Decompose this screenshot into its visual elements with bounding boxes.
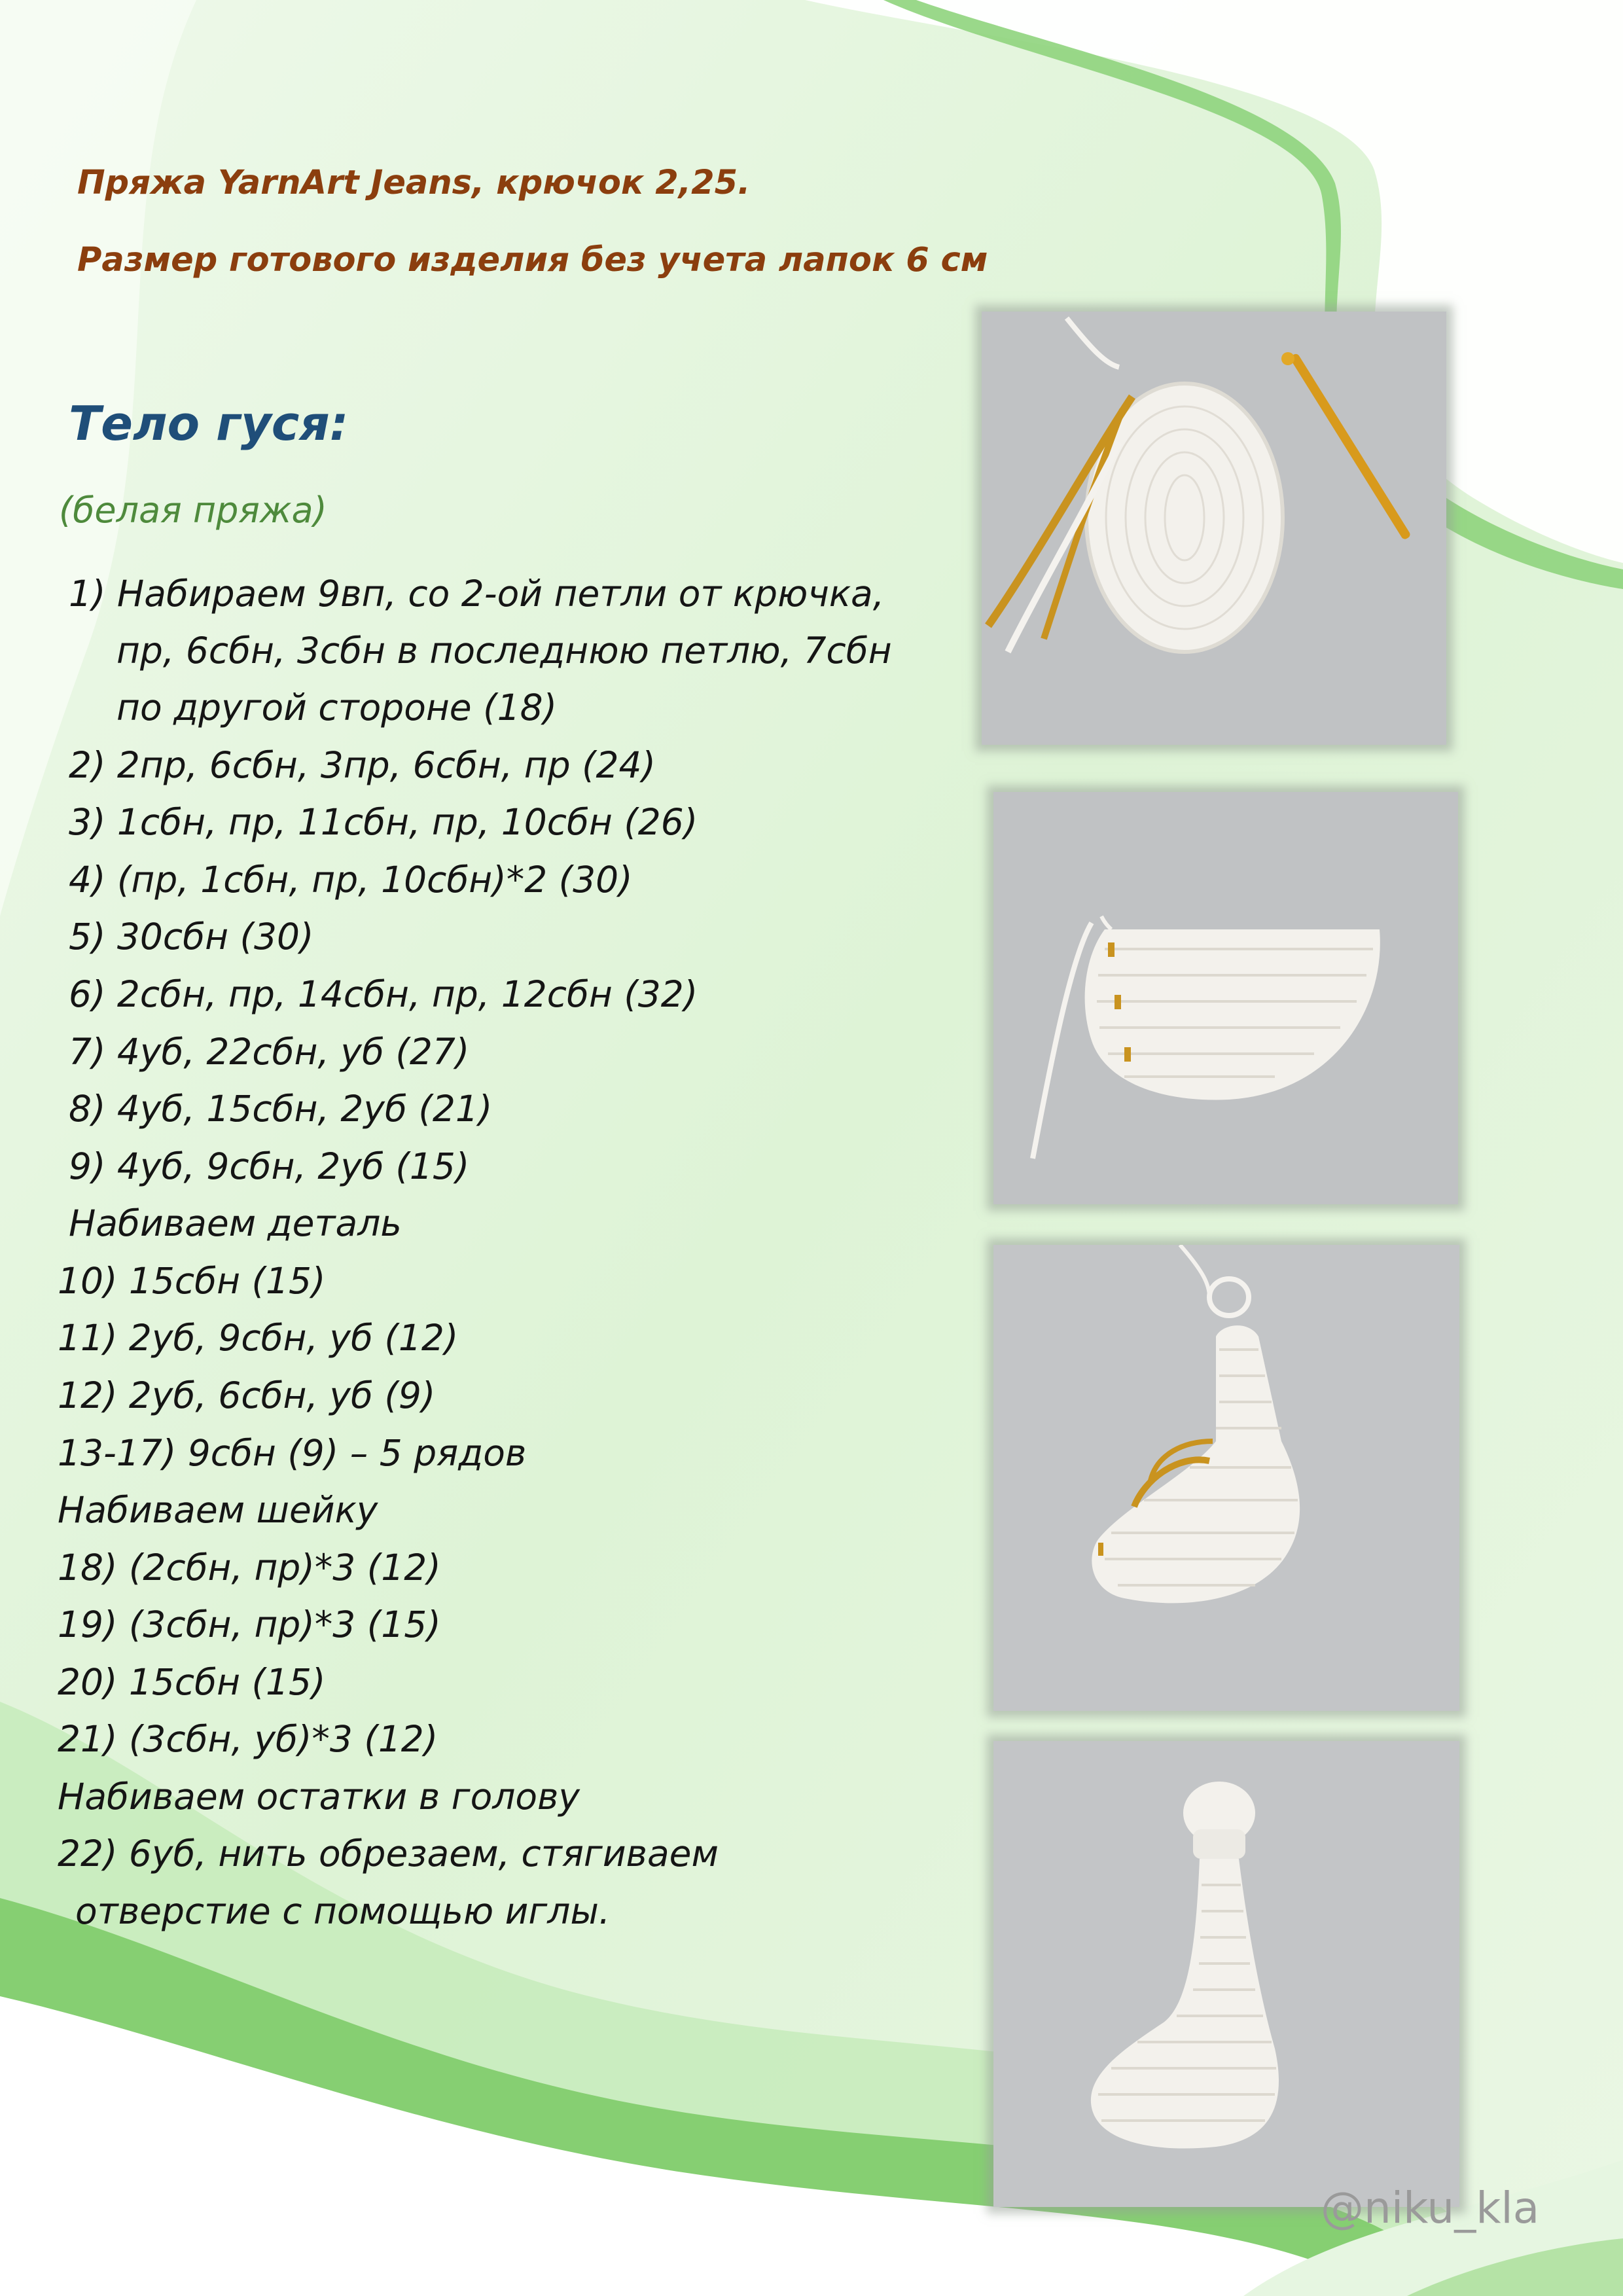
list-item: 2) 2пр, 6сбн, 3пр, 6сбн, пр (24) [69, 744, 656, 786]
list-item: Набиваем шейку [58, 1489, 378, 1531]
photo-step-1 [982, 312, 1446, 745]
list-item: 6) 2сбн, пр, 14сбн, пр, 12сбн (32) [69, 973, 698, 1015]
crochet-finished-body-image [993, 1741, 1459, 2207]
list-item: 19) (3сбн, пр)*3 (15) [58, 1604, 441, 1645]
photo-step-2 [993, 792, 1458, 1204]
list-item: 10) 15сбн (15) [58, 1260, 326, 1302]
finished-size-info: Размер готового изделия без учета лапок 6 см [77, 241, 988, 279]
yarn-info: Пряжа YarnArt Jeans, крючок 2,25. [77, 164, 751, 202]
list-item: 4) (пр, 1сбн, пр, 10сбн)*2 (30) [69, 859, 633, 901]
list-item: 1) Набираем 9вп, со 2-ой петли от крючка, [69, 573, 885, 615]
list-item: пр, 6сбн, 3сбн в последнюю петлю, 7сбн [116, 630, 892, 672]
list-item: 7) 4уб, 22сбн, уб (27) [69, 1031, 470, 1073]
photo-step-3 [993, 1245, 1459, 1711]
list-item: 20) 15сбн (15) [58, 1661, 326, 1703]
photo-step-4 [993, 1741, 1459, 2207]
list-item: 5) 30сбн (30) [69, 916, 314, 958]
list-item: 22) 6уб, нить обрезаем, стягиваем [58, 1833, 719, 1874]
list-item: 21) (3сбн, уб)*3 (12) [58, 1718, 438, 1760]
list-item: 11) 2уб, 9сбн, уб (12) [58, 1317, 459, 1359]
list-item: 13-17) 9сбн (9) – 5 рядов [58, 1432, 527, 1474]
list-item: отверстие с помощью иглы. [75, 1890, 611, 1932]
section-title: Тело гуся: [69, 396, 349, 451]
list-item: 12) 2уб, 6сбн, уб (9) [58, 1374, 436, 1416]
yarn-color-note: (белая пряжа) [59, 490, 327, 531]
crochet-half-shell-image [993, 792, 1458, 1204]
list-item: Набиваем деталь [69, 1202, 402, 1244]
list-item: 8) 4уб, 15сбн, 2уб (21) [69, 1088, 493, 1130]
crochet-oval-base-image [982, 312, 1446, 745]
list-item: 9) 4уб, 9сбн, 2уб (15) [69, 1145, 470, 1187]
list-item: по другой стороне (18) [116, 687, 558, 728]
list-item: 18) (2сбн, пр)*3 (12) [58, 1547, 441, 1588]
list-item: 3) 1сбн, пр, 11сбн, пр, 10сбн (26) [69, 801, 698, 843]
list-item: Набиваем остатки в голову [58, 1776, 580, 1818]
author-watermark: @niku_kla [1321, 2183, 1540, 2233]
crochet-body-with-neck-image [993, 1245, 1459, 1711]
